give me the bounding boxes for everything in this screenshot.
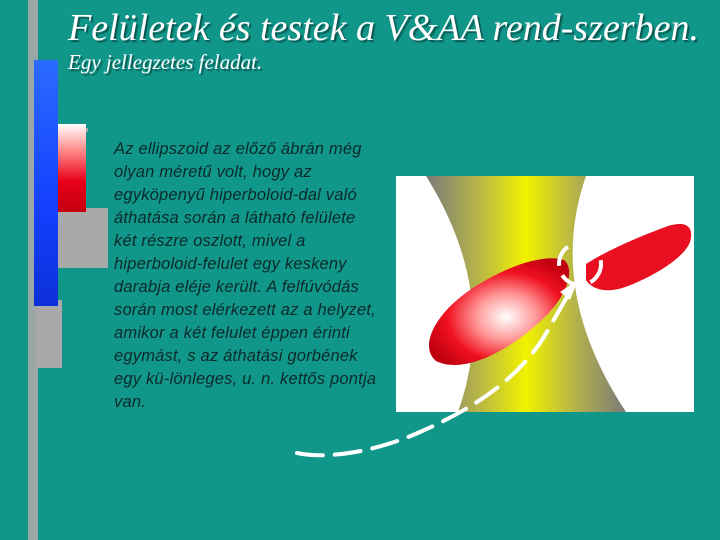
title-main: Felületek és testek a V&AA rend-szerben. [68,7,700,49]
decor-gray-block [58,208,108,268]
title-sub: Egy jellegzetes feladat. [68,50,263,74]
decor-gray-block-2 [36,300,62,368]
decor-blue-bar [34,60,58,306]
page-title [68,6,708,75]
decor-red-bar [58,124,86,212]
hyperboloid-ellipsoid-figure [396,176,694,412]
body-paragraph: Az ellipszoid az előző ábrán még olyan méretű volt, hogy az egyköpenyű hiperboloid-dal való áthatása során a látható felülete két részre oszlott, mivel a hiperboloid-felulet egy keskeny darabja eléje került. A felfúvódás során most elérkezett az a helyzet, amikor a két felulet éppen érinti egymást, s az áthatási gorbének egy kü-lönleges, u. n. kettős pontja van. [114,140,377,411]
